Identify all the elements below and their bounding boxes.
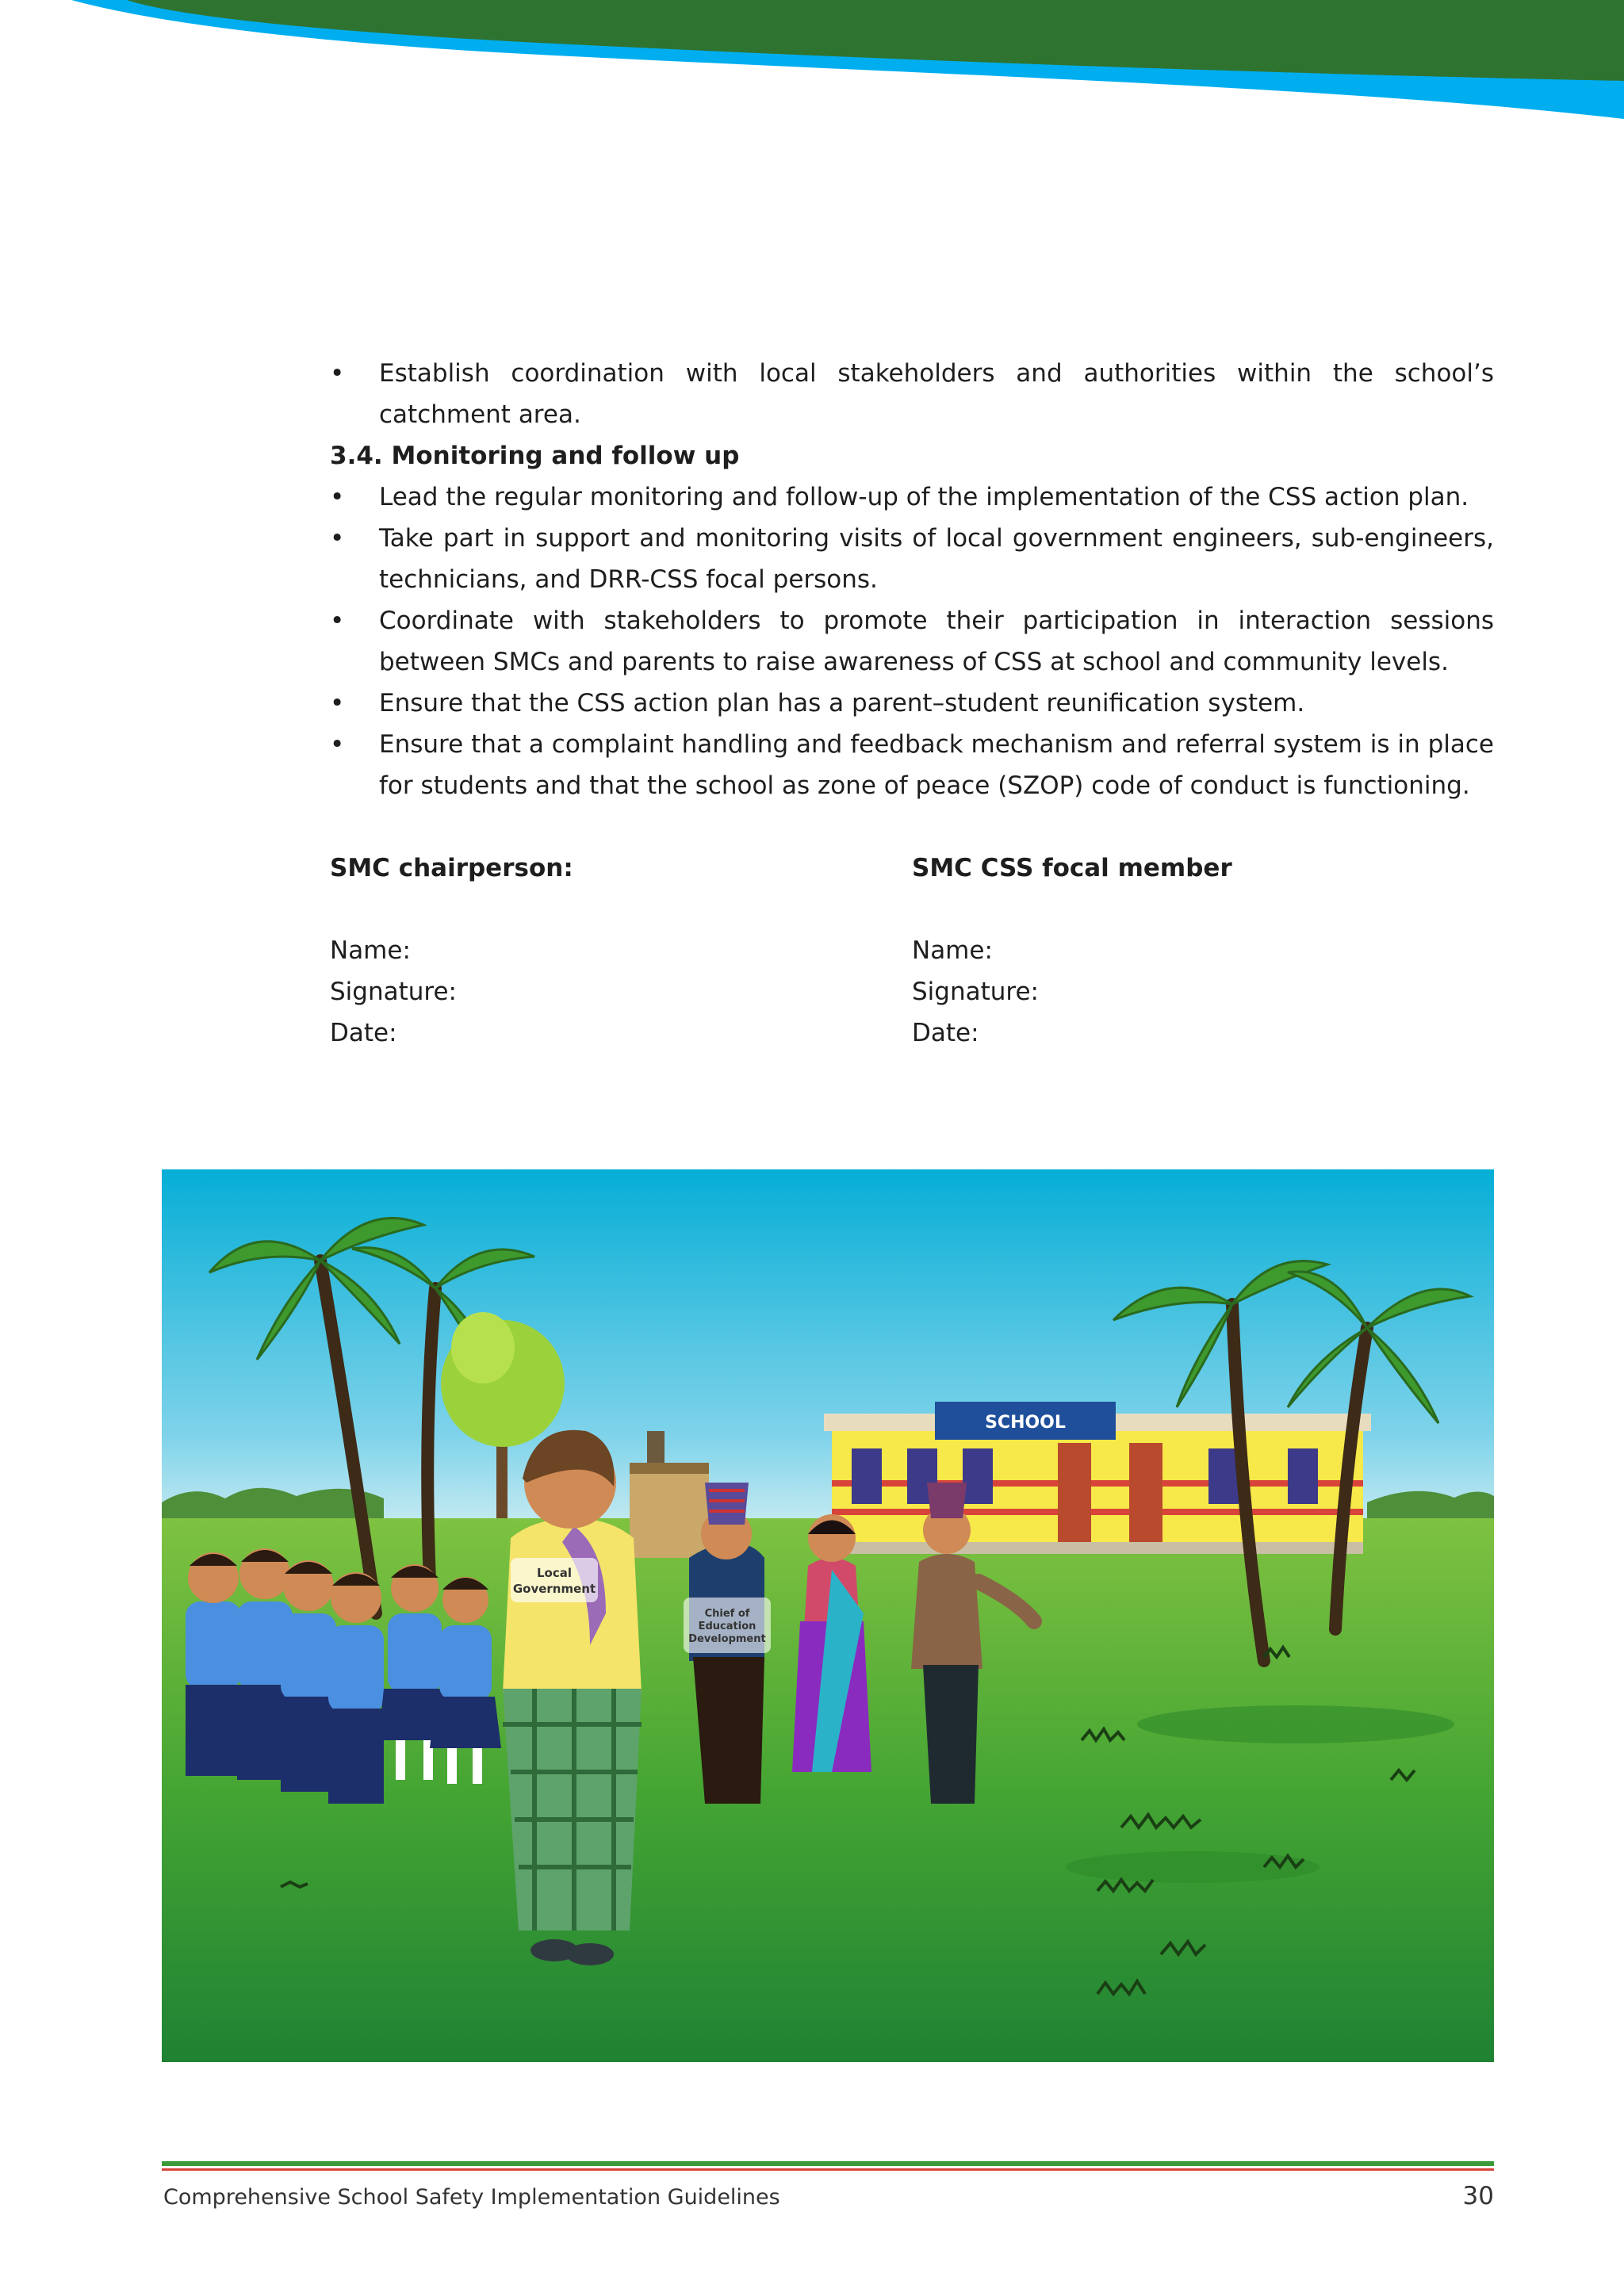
header-green-wave	[0, 0, 1624, 81]
chief-label: Education	[698, 1621, 756, 1632]
bullet-item	[330, 476, 1494, 518]
name-field: Name:	[912, 936, 993, 965]
bullet-icon: •	[330, 483, 345, 511]
date-field: Date:	[330, 1019, 397, 1047]
header-wave-band	[0, 0, 1624, 135]
chief-label: Development	[688, 1633, 766, 1645]
focal-member-signature	[912, 848, 1467, 1054]
bullet-icon: •	[330, 524, 345, 553]
bullet-item	[330, 724, 1494, 806]
bullet-text: Coordinate with stakeholders to promote their participation in interaction sessions between SMCs and parents to raise awareness of CSS at school and community levels.	[379, 607, 1494, 676]
bullet-text: Establish coordination with local stakeholders and authorities within the school’s catchment area.	[379, 359, 1494, 429]
signature-field: Signature:	[912, 978, 1039, 1006]
student	[186, 1552, 241, 1776]
school-visit-illustration	[162, 1169, 1494, 2062]
tree-shadow	[1137, 1705, 1454, 1743]
school-building	[824, 1402, 1371, 1554]
bullet-item	[330, 683, 1494, 724]
name-field: Name:	[330, 936, 411, 965]
signature-field: Signature:	[330, 978, 457, 1006]
focal-member-title: SMC CSS focal member	[912, 854, 1232, 882]
bullet-item	[330, 518, 1494, 600]
section-heading: 3.4. Monitoring and follow up	[330, 442, 740, 470]
footer-title: Comprehensive School Safety Implementation Guidelines	[163, 2185, 780, 2210]
local-government-label: Government	[512, 1582, 596, 1596]
bullet-item	[330, 600, 1494, 683]
chairperson-signature	[330, 848, 885, 1054]
bullet-text: Ensure that the CSS action plan has a parent–student reunification system.	[379, 689, 1305, 718]
bullet-icon: •	[330, 730, 345, 759]
bullet-text: Lead the regular monitoring and follow-up of the implementation of the CSS action plan.	[379, 483, 1469, 511]
student	[281, 1560, 336, 1792]
date-field: Date:	[912, 1019, 979, 1047]
chairperson-title: SMC chairperson:	[330, 854, 573, 882]
bullet-icon: •	[330, 607, 345, 635]
students-group	[186, 1548, 501, 1804]
main-content	[330, 353, 1494, 1054]
footer-rule	[162, 2161, 1494, 2172]
bullet-text: Take part in support and monitoring visits of local government engineers, sub-engineers, technicians, and DRR-CSS focal persons.	[379, 524, 1494, 594]
page-number: 30	[1462, 2182, 1494, 2210]
bullet-text: Ensure that a complaint handling and feedback mechanism and referral system is in place for students and that the school as zone of peace (SZOP) code of conduct is functioning.	[379, 730, 1494, 800]
bullet-icon: •	[330, 689, 345, 718]
chief-label: Chief of	[704, 1608, 750, 1620]
school-sign: SCHOOL	[985, 1413, 1066, 1433]
student	[328, 1572, 384, 1804]
signature-block	[330, 848, 1494, 1054]
local-government-label: Local	[536, 1566, 573, 1580]
bullet-icon: •	[330, 359, 345, 388]
bullet-item	[330, 353, 1494, 435]
